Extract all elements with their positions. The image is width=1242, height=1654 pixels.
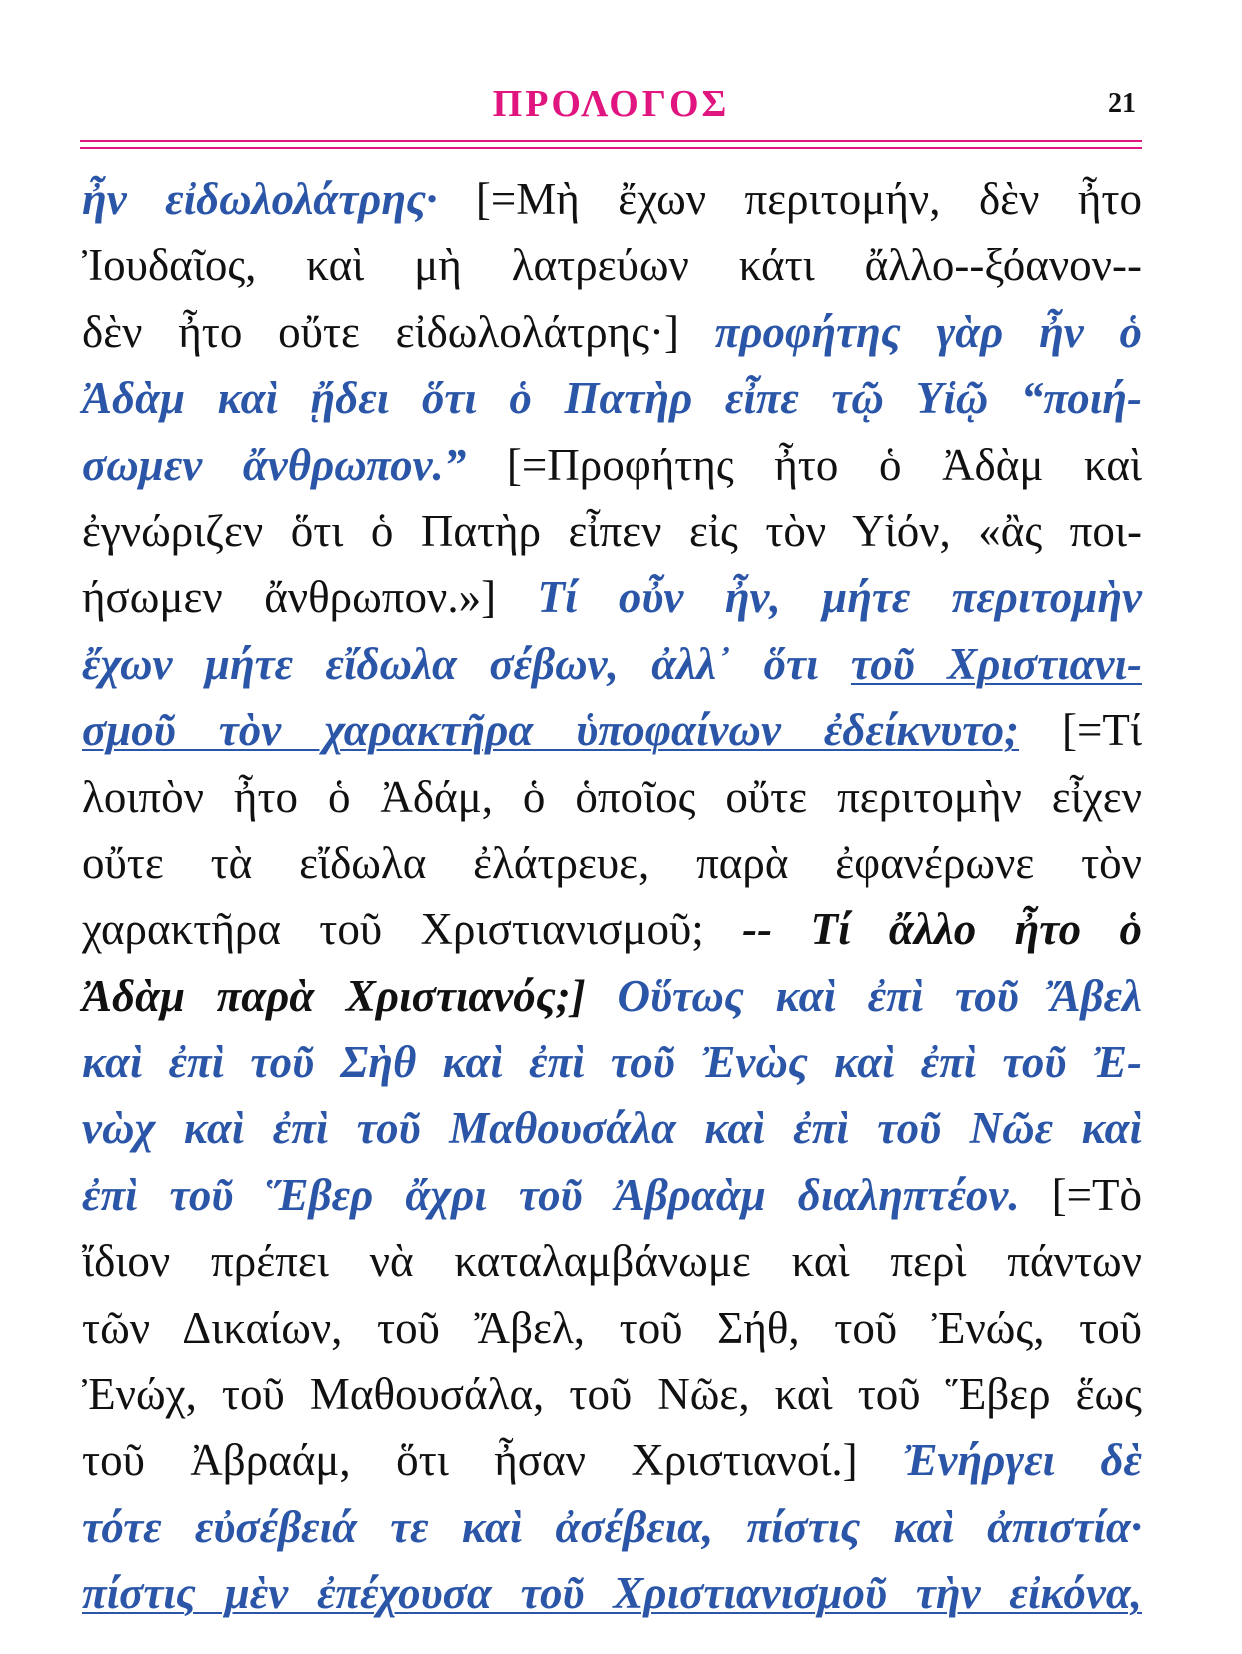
text-run: σωμεν ἄνθρωπον.” [82, 439, 467, 490]
text-run: προφήτης γὰρ ἦν ὁ [714, 306, 1143, 357]
text-run: [=Τὸ [1019, 1169, 1142, 1220]
text-run: ἦν εἰδωλολάτρης· [82, 174, 438, 224]
text-line-15 [82, 1095, 1142, 1161]
body-text [82, 166, 1142, 1627]
header-rule-bottom [80, 147, 1142, 149]
page-header [80, 78, 1142, 130]
text-run: -- Τί ἄλλο ἦτο ὁ [742, 904, 1142, 955]
text-run: [=Προφήτης ἦτο ὁ Ἀδὰμ καὶ [466, 439, 1142, 490]
text-run: Ἀδὰμ καὶ ᾔδει ὅτι ὁ Πατὴρ εἶπε τῷ Υἱῷ “ποιή- [82, 373, 1142, 424]
text-run: καὶ ἐπὶ τοῦ Σὴθ καὶ ἐπὶ τοῦ Ἐνὼς καὶ ἐπὶ τοῦ Ἐ- [82, 1037, 1142, 1088]
text-run: πίστις μὲν ἐπέχουσα τοῦ Χριστιανισμοῦ τὴν εἰκόνα, [82, 1568, 1142, 1619]
text-line-8 [82, 631, 1142, 697]
text-line-10 [82, 764, 1142, 830]
text-run: νὼχ καὶ ἐπὶ τοῦ Μαθουσάλα καὶ ἐπὶ τοῦ Νῶε καὶ [82, 1103, 1142, 1154]
header-rule-top [80, 140, 1142, 142]
text-run: Ἐνήργει δὲ [903, 1435, 1142, 1486]
text-run: ἴδιον πρέπει νὰ καταλαμβάνωμε καὶ περὶ πάντων [82, 1236, 1142, 1287]
text-run: οὔτε τὰ εἴδωλα ἐλάτρευε, παρὰ ἐφανέρωνε τὸν [82, 837, 1142, 888]
text-line-12 [82, 896, 1142, 962]
text-run: Ἐνώχ, τοῦ Μαθουσάλα, τοῦ Νῶε, καὶ τοῦ Ἕβερ ἕως [82, 1369, 1142, 1420]
text-run: χαρακτῆρα τοῦ Χριστιανισμοῦ; [82, 904, 743, 955]
text-line-4 [82, 365, 1142, 431]
text-run: λοιπὸν ἦτο ὁ Ἀδάμ, ὁ ὁποῖος οὔτε περιτομὴν εἶχεν [82, 771, 1142, 822]
text-line-6 [82, 498, 1142, 564]
text-run: Ἰουδαῖος, καὶ μὴ λατρεύων κάτι ἄλλο--ξόανον-- [82, 240, 1142, 291]
text-run: σμοῦ τὸν χαρακτῆρα ὑποφαίνων ἐδείκνυτο; [82, 705, 1020, 756]
text-line-14 [82, 1029, 1142, 1095]
text-line-21 [82, 1494, 1142, 1560]
text-run: Ἀδὰμ παρὰ Χριστιανός;] [82, 970, 586, 1021]
text-line-11 [82, 830, 1142, 896]
page-number: 21 [1108, 88, 1136, 119]
text-line-18 [82, 1295, 1142, 1361]
text-run: [=Τί [1019, 705, 1142, 756]
text-line-7 [82, 564, 1142, 630]
text-line-5 [82, 432, 1142, 498]
text-run: Τί οὖν ἦν, μήτε περιτομὴν [537, 572, 1142, 623]
text-run: ἐγνώριζεν ὅτι ὁ Πατὴρ εἶπεν εἰς τὸν Υἱόν, «ἂς ποι- [82, 505, 1142, 556]
running-head-title: ΠΡΟΛΟΓΟΣ [492, 83, 730, 125]
text-run: ἔχων μήτε εἴδωλα σέβων, ἀλλ᾽ ὅτι [82, 638, 851, 689]
text-line-2 [82, 232, 1142, 298]
text-line-22 [82, 1560, 1142, 1626]
text-line-9 [82, 697, 1142, 763]
text-run: τότε εὐσέβειά τε καὶ ἀσέβεια, πίστις καὶ ἀπιστία· [82, 1501, 1142, 1552]
text-line-16 [82, 1162, 1142, 1228]
text-run: δὲν ἦτο οὔτε εἰδωλολάτρης·] [82, 306, 715, 357]
text-run: ἐπὶ τοῦ Ἕβερ ἄχρι τοῦ Ἀβραὰμ διαληπτέον. [82, 1169, 1020, 1220]
text-run: τοῦ Χριστιανι- [850, 638, 1142, 689]
text-line-3 [82, 299, 1142, 365]
text-line-20 [82, 1427, 1142, 1493]
text-line-17 [82, 1228, 1142, 1294]
text-line-1 [82, 166, 1142, 232]
text-run: ήσωμεν ἄνθρωπον.»] [82, 572, 538, 623]
text-run: τῶν Δικαίων, τοῦ Ἄβελ, τοῦ Σήθ, τοῦ Ἐνώς, τοῦ [82, 1302, 1142, 1353]
text-run: Οὕτως καὶ ἐπὶ τοῦ Ἄβελ [585, 970, 1143, 1021]
text-line-19 [82, 1361, 1142, 1427]
text-run: τοῦ Ἀβραάμ, ὅτι ἦσαν Χριστιανοί.] [82, 1435, 904, 1486]
text-run: [=Μὴ ἔχων περιτομήν, δὲν ἦτο [437, 174, 1142, 224]
text-line-13 [82, 963, 1142, 1029]
